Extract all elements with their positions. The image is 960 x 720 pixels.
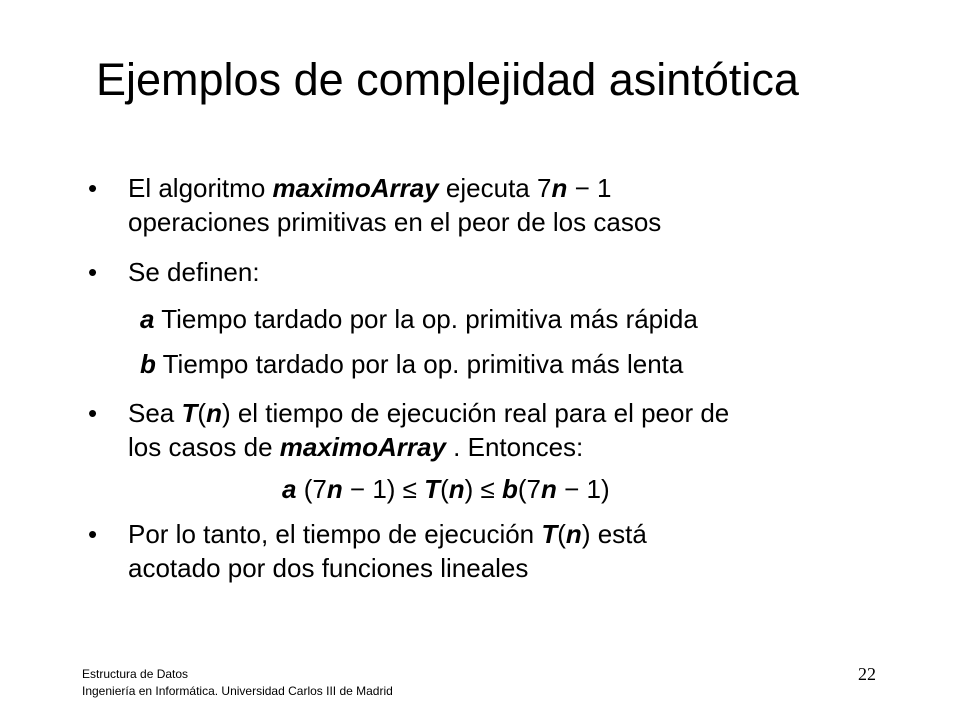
footer-course: Estructura de Datos: [82, 667, 189, 681]
bullet-line: [128, 171, 888, 205]
footer: [82, 666, 393, 700]
variable-b: b: [140, 349, 156, 379]
algorithm-name: maximoArray: [272, 173, 439, 203]
variable-n: n: [206, 398, 222, 428]
formula-run: (7: [296, 474, 327, 504]
bullet-line: [128, 517, 888, 551]
text-run: − 1: [567, 173, 612, 203]
bullet-marker: •: [88, 173, 98, 203]
bullet-line: [128, 430, 888, 464]
variable-b: b: [502, 474, 518, 504]
bullet-line: acotado por dos funciones lineales: [128, 553, 529, 583]
bullet-marker: •: [88, 519, 98, 549]
text-run: (: [557, 519, 566, 549]
definition-text: Tiempo tardado por la op. primitiva más lenta: [155, 349, 684, 379]
bullet-marker: •: [88, 257, 98, 287]
text-run: ) está: [581, 519, 647, 549]
text-run: Por lo tanto, el tiempo de ejecución: [128, 519, 542, 549]
bullet-item-runtime: [88, 396, 888, 464]
text-run: ejecuta 7: [438, 173, 552, 203]
formula-run: (: [440, 474, 449, 504]
definition-a: [140, 302, 698, 336]
text-run: El algoritmo: [128, 173, 273, 203]
bullet-item-conclusion: [88, 517, 888, 585]
formula-run: (7: [517, 474, 542, 504]
slide-title: Ejemplos de complejidad asintótica: [96, 54, 799, 105]
text-run: Sea: [128, 398, 182, 428]
variable-T: T: [181, 398, 198, 428]
formula-run: − 1) ≤: [342, 474, 425, 504]
variable-T: T: [541, 519, 558, 549]
text-run: ) el tiempo de ejecución real para el peor de: [221, 398, 730, 428]
formula-run: − 1): [556, 474, 610, 504]
variable-a: a: [282, 474, 297, 504]
inequality-formula: [282, 472, 610, 506]
bullet-item-definitions: [88, 255, 888, 289]
variable-n: n: [565, 519, 582, 549]
bullet-line: Se definen:: [128, 257, 260, 287]
footer-institution: Ingeniería en Informática. Universidad Carlos III de Madrid: [82, 684, 393, 698]
variable-n: n: [541, 474, 557, 504]
bullet-line: [128, 396, 888, 430]
formula-run: ) ≤: [464, 474, 502, 504]
variable-n: n: [551, 173, 568, 203]
bullet-item-algorithm: [88, 171, 888, 239]
text-run: (: [197, 398, 207, 428]
definition-text: Tiempo tardado por la op. primitiva más rápida: [154, 304, 698, 334]
page-number: 22: [858, 664, 876, 684]
variable-n: n: [326, 474, 343, 504]
text-run: los casos de: [128, 432, 280, 462]
algorithm-name: maximoArray: [279, 432, 446, 462]
bullet-marker: •: [88, 398, 98, 428]
definition-b: [140, 347, 683, 381]
text-run: . Entonces:: [445, 432, 584, 462]
variable-a: a: [140, 304, 155, 334]
variable-n: n: [448, 474, 465, 504]
variable-T: T: [424, 474, 441, 504]
bullet-line: operaciones primitivas en el peor de los casos: [128, 207, 662, 237]
